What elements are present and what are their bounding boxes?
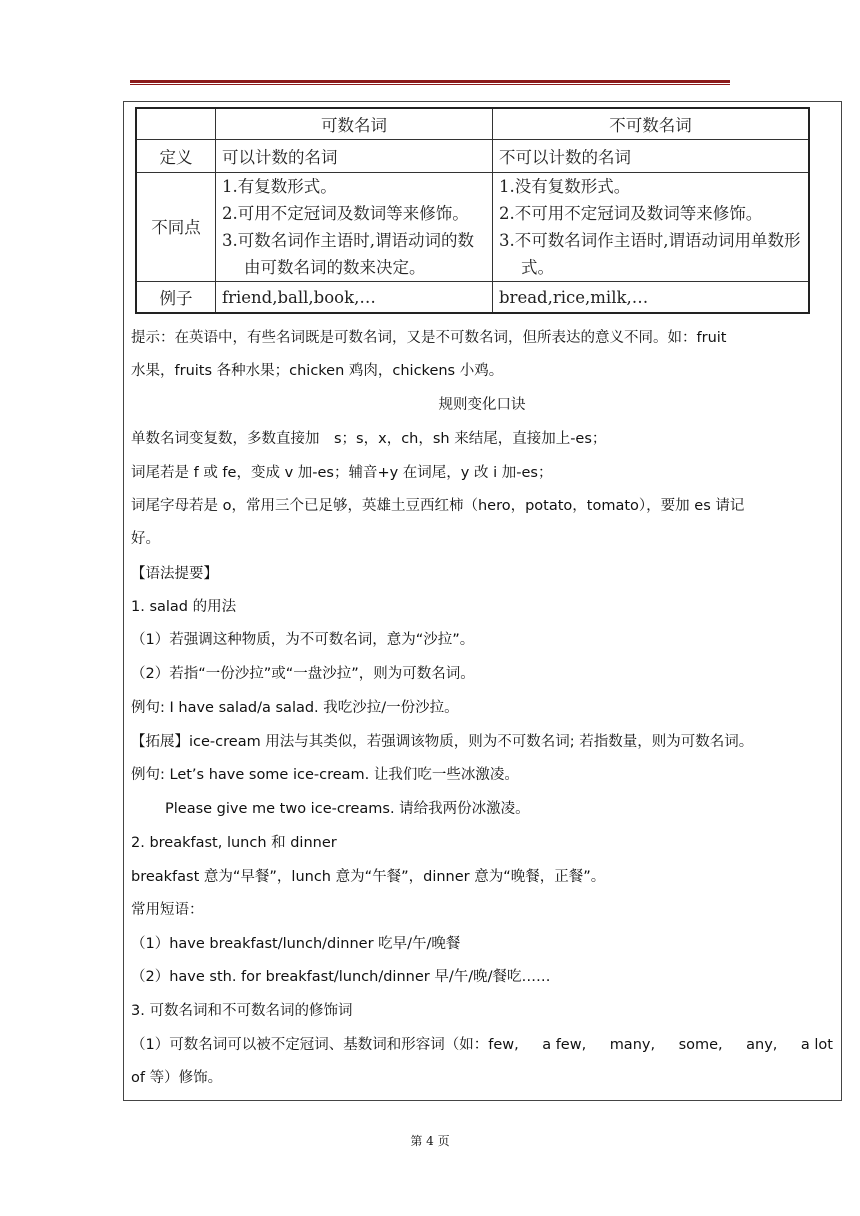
section-1-point-a: （1）若强调这种物质，为不可数名词，意为“沙拉”。 bbox=[131, 632, 475, 648]
list-item: 1.没有复数形式。 bbox=[499, 177, 631, 196]
table-corner-cell bbox=[136, 108, 216, 140]
section-3-point-a bbox=[131, 1035, 833, 1055]
header-rule bbox=[130, 80, 730, 83]
cell-uncountable-example: bread,rice,milk,… bbox=[493, 282, 810, 314]
section-1-extension: 【拓展】ice-cream 用法与其类似，若强调该物质，则为不可数名词; 若指数量，则为可数名词。 bbox=[131, 734, 754, 750]
table-row bbox=[136, 173, 809, 282]
header-uncountable: 不可数名词 bbox=[493, 108, 810, 140]
section-2-phrase-b: （2）have sth. for breakfast/lunch/dinner 早/午/晚/餐吃…… bbox=[131, 969, 551, 985]
row-label-definition: 定义 bbox=[136, 140, 216, 173]
section-1-point-b: （2）若指“一份沙拉”或“一盘沙拉”，则为可数名词。 bbox=[131, 666, 475, 682]
row-label-difference: 不同点 bbox=[136, 173, 216, 282]
cell-uncountable-difference bbox=[493, 173, 810, 282]
section-2-title: 2. breakfast, lunch 和 dinner bbox=[131, 835, 337, 851]
section-3-point-a-part: any, bbox=[746, 1037, 778, 1053]
cell-countable-example: friend,ball,book,… bbox=[216, 282, 493, 314]
noun-comparison-table bbox=[135, 107, 810, 314]
grammar-heading: 【语法提要】 bbox=[131, 566, 218, 582]
section-3-point-a-part: （1）可数名词可以被不定冠词、基数词和形容词（如：few, bbox=[131, 1037, 519, 1053]
rule-line-2: 词尾若是 f 或 fe，变成 v 加-es；辅音+y 在词尾，y 改 i 加-es； bbox=[131, 465, 553, 481]
table-row bbox=[136, 282, 809, 314]
cell-uncountable-definition: 不可以计数的名词 bbox=[493, 140, 810, 173]
header-countable: 可数名词 bbox=[216, 108, 493, 140]
tip-line-1: 提示：在英语中，有些名词既是可数名词，又是不可数名词，但所表达的意义不同。如：fruit bbox=[131, 330, 727, 346]
rule-line-4: 好。 bbox=[131, 531, 160, 547]
cell-countable-difference bbox=[216, 173, 493, 282]
section-2-meaning: breakfast 意为“早餐”，lunch 意为“午餐”，dinner 意为“晚餐，正餐”。 bbox=[131, 869, 606, 885]
rule-line-1: 单数名词变复数，多数直接加 s；s，x，ch，sh 来结尾，直接加上-es； bbox=[131, 431, 607, 447]
table-row bbox=[136, 140, 809, 173]
section-3-point-a-part: a lot bbox=[800, 1037, 833, 1053]
row-label-example: 例子 bbox=[136, 282, 216, 314]
section-1-example-3: Please give me two ice-creams. 请给我两份冰激凌。 bbox=[165, 801, 530, 817]
list-item: 2.不可用不定冠词及数词等来修饰。 bbox=[499, 204, 763, 223]
list-item: 3.不可数名词作主语时,谓语动词用单数形式。 bbox=[499, 231, 801, 277]
tip-line-2: 水果，fruits 各种水果；chicken 鸡肉，chickens 小鸡。 bbox=[131, 363, 504, 379]
list-item: 1.有复数形式。 bbox=[222, 177, 337, 196]
section-2-phrases-label: 常用短语： bbox=[131, 902, 204, 918]
section-1-title: 1. salad 的用法 bbox=[131, 599, 237, 615]
page-number: 第 4 页 bbox=[410, 1134, 450, 1148]
section-1-example: 例句: I have salad/a salad. 我吃沙拉/一份沙拉。 bbox=[131, 700, 459, 716]
list-item: 3.可数名词作主语时,谓语动词的数由可数名词的数来决定。 bbox=[222, 231, 474, 277]
section-3-point-a-part: some, bbox=[678, 1037, 723, 1053]
list-item: 2.可用不定冠词及数词等来修饰。 bbox=[222, 204, 469, 223]
section-2-phrase-a: （1）have breakfast/lunch/dinner 吃早/午/晚餐 bbox=[131, 936, 461, 952]
section-1-example-2: 例句: Let’s have some ice-cream. 让我们吃一些冰激凌。 bbox=[131, 767, 519, 783]
rule-line-3: 词尾字母若是 o，常用三个已足够，英雄土豆西红柿（hero，potato，tomato），要加 es 请记 bbox=[131, 498, 745, 514]
section-3-point-a-part: a few, bbox=[542, 1037, 587, 1053]
section-3-title: 3. 可数名词和不可数名词的修饰词 bbox=[131, 1003, 353, 1019]
header-rule-thin bbox=[130, 84, 730, 85]
cell-countable-definition: 可以计数的名词 bbox=[216, 140, 493, 173]
section-3-point-a-end: of 等）修饰。 bbox=[131, 1070, 223, 1086]
table-header-row bbox=[136, 108, 809, 140]
rule-title: 规则变化口诀 bbox=[438, 397, 526, 413]
section-3-point-a-part: many, bbox=[609, 1037, 656, 1053]
